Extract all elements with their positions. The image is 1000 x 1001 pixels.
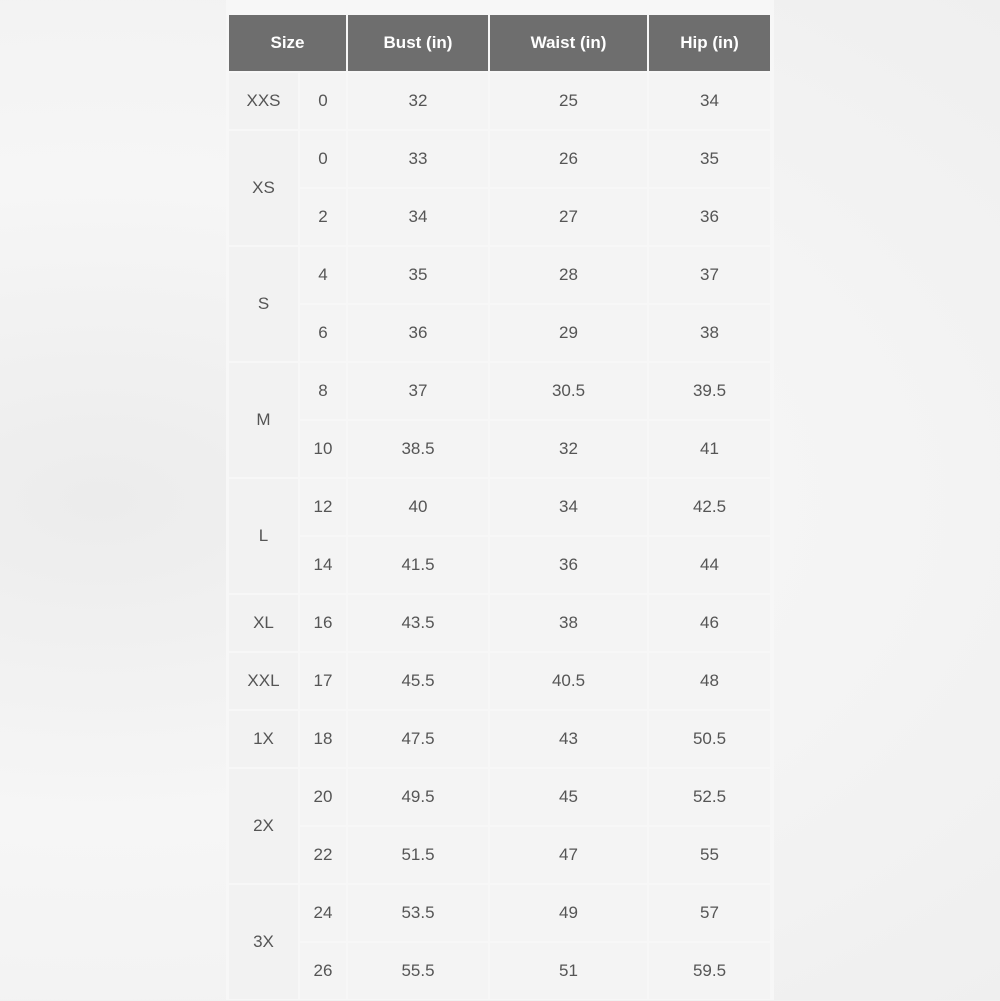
- hip-value: 41: [649, 421, 770, 477]
- table-row: [229, 595, 770, 651]
- waist-value: 34: [490, 479, 647, 535]
- bust-value: 43.5: [348, 595, 488, 651]
- waist-value: 26: [490, 131, 647, 187]
- header-hip: Hip (in): [649, 15, 770, 71]
- bust-value: 40: [348, 479, 488, 535]
- table-row: [229, 943, 770, 999]
- bust-value: 36: [348, 305, 488, 361]
- hip-value: 46: [649, 595, 770, 651]
- hip-value: 35: [649, 131, 770, 187]
- bust-value: 34: [348, 189, 488, 245]
- size-label: 1X: [229, 711, 298, 767]
- numeric-size: 26: [300, 943, 346, 999]
- bust-value: 47.5: [348, 711, 488, 767]
- table-row: [229, 131, 770, 187]
- size-label: XXS: [229, 73, 298, 129]
- bust-value: 37: [348, 363, 488, 419]
- hip-value: 50.5: [649, 711, 770, 767]
- numeric-size: 4: [300, 247, 346, 303]
- table-row: [229, 305, 770, 361]
- table-row: [229, 537, 770, 593]
- hip-value: 42.5: [649, 479, 770, 535]
- table-row: [229, 827, 770, 883]
- waist-value: 36: [490, 537, 647, 593]
- numeric-size: 18: [300, 711, 346, 767]
- size-label: L: [229, 479, 298, 593]
- hip-value: 44: [649, 537, 770, 593]
- waist-value: 49: [490, 885, 647, 941]
- waist-value: 43: [490, 711, 647, 767]
- waist-value: 51: [490, 943, 647, 999]
- waist-value: 47: [490, 827, 647, 883]
- bust-value: 51.5: [348, 827, 488, 883]
- waist-value: 45: [490, 769, 647, 825]
- numeric-size: 10: [300, 421, 346, 477]
- size-label: XXL: [229, 653, 298, 709]
- size-chart-table: [227, 13, 772, 1001]
- numeric-size: 24: [300, 885, 346, 941]
- bust-value: 35: [348, 247, 488, 303]
- waist-value: 27: [490, 189, 647, 245]
- bust-value: 38.5: [348, 421, 488, 477]
- bust-value: 53.5: [348, 885, 488, 941]
- numeric-size: 22: [300, 827, 346, 883]
- hip-value: 38: [649, 305, 770, 361]
- hip-value: 39.5: [649, 363, 770, 419]
- waist-value: 40.5: [490, 653, 647, 709]
- bust-value: 41.5: [348, 537, 488, 593]
- waist-value: 32: [490, 421, 647, 477]
- numeric-size: 2: [300, 189, 346, 245]
- bust-value: 49.5: [348, 769, 488, 825]
- waist-value: 30.5: [490, 363, 647, 419]
- numeric-size: 16: [300, 595, 346, 651]
- size-label: M: [229, 363, 298, 477]
- hip-value: 36: [649, 189, 770, 245]
- size-label: XS: [229, 131, 298, 245]
- header-size: Size: [229, 15, 346, 71]
- hip-value: 34: [649, 73, 770, 129]
- bust-value: 55.5: [348, 943, 488, 999]
- numeric-size: 17: [300, 653, 346, 709]
- size-label: S: [229, 247, 298, 361]
- table-row: [229, 769, 770, 825]
- bust-value: 32: [348, 73, 488, 129]
- table-row: [229, 247, 770, 303]
- size-label: 3X: [229, 885, 298, 999]
- table-row: [229, 421, 770, 477]
- hip-value: 55: [649, 827, 770, 883]
- table-row: [229, 73, 770, 129]
- hip-value: 59.5: [649, 943, 770, 999]
- numeric-size: 0: [300, 73, 346, 129]
- table-row: [229, 363, 770, 419]
- hip-value: 57: [649, 885, 770, 941]
- numeric-size: 0: [300, 131, 346, 187]
- table-row: [229, 885, 770, 941]
- header-waist: Waist (in): [490, 15, 647, 71]
- table-row: [229, 479, 770, 535]
- waist-value: 25: [490, 73, 647, 129]
- numeric-size: 6: [300, 305, 346, 361]
- hip-value: 37: [649, 247, 770, 303]
- numeric-size: 12: [300, 479, 346, 535]
- header-bust: Bust (in): [348, 15, 488, 71]
- hip-value: 48: [649, 653, 770, 709]
- waist-value: 38: [490, 595, 647, 651]
- size-label: 2X: [229, 769, 298, 883]
- bust-value: 45.5: [348, 653, 488, 709]
- bust-value: 33: [348, 131, 488, 187]
- table-row: [229, 189, 770, 245]
- numeric-size: 8: [300, 363, 346, 419]
- numeric-size: 14: [300, 537, 346, 593]
- hip-value: 52.5: [649, 769, 770, 825]
- table-header-row: [229, 15, 770, 71]
- size-label: XL: [229, 595, 298, 651]
- waist-value: 28: [490, 247, 647, 303]
- numeric-size: 20: [300, 769, 346, 825]
- table-row: [229, 653, 770, 709]
- table-row: [229, 711, 770, 767]
- waist-value: 29: [490, 305, 647, 361]
